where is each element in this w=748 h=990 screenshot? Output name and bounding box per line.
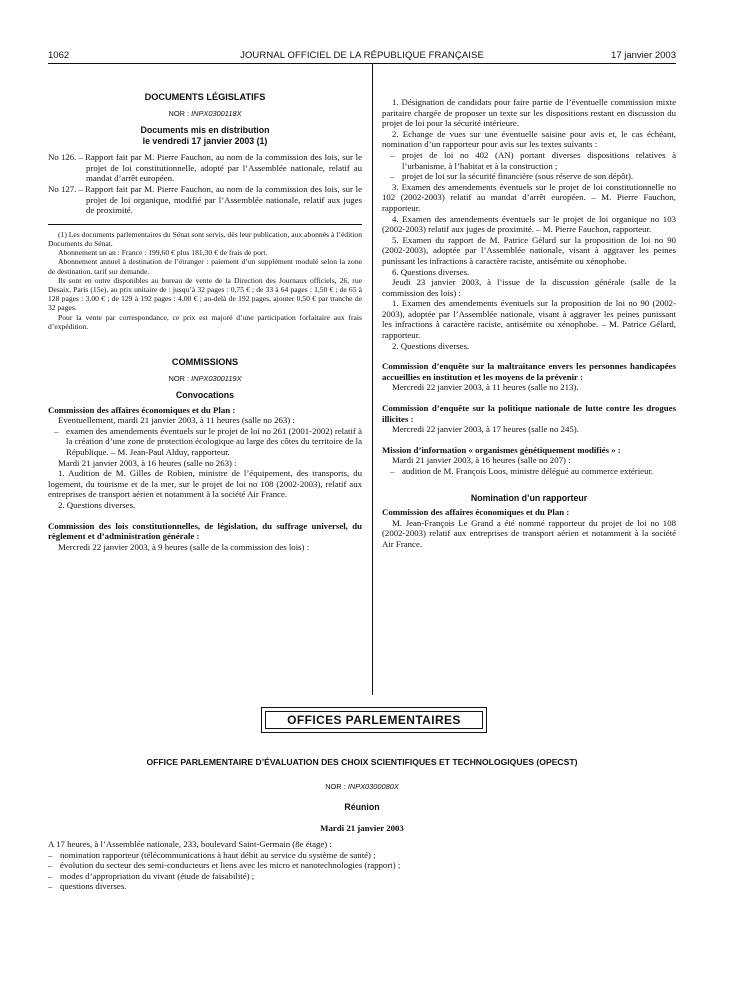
issue-date: 17 janvier 2003 bbox=[611, 50, 676, 61]
meeting-time: Eventuellement, mardi 21 janvier 2003, à 11 heures (salle no 263) : bbox=[58, 415, 295, 426]
agenda-item: – examen des amendements éventuels sur le projet de loi no 261 (2001-2002) relatif à la création d’une zone de protection écologique au large des côtes du territoire de la République. – M. Jean-Paul Alduy, rapporteur. bbox=[54, 425, 362, 458]
documents-heading: DOCUMENTS LÉGISLATIFS bbox=[144, 92, 266, 102]
page-header bbox=[48, 50, 676, 64]
reunion-item: – évolution du secteur des semi-conducteurs et liens avec les micro et nanotechnologies (rapport) ; bbox=[48, 860, 401, 870]
agenda-subitem: – projet de loi no 402 (AN) portant diverses dispositions relatives à l’urbanisme, à l’habitat et à la construction ; bbox=[390, 149, 676, 171]
reunion-item: – questions diverses. bbox=[48, 881, 127, 891]
reunion-lead: A 17 heures, à l’Assemblée nationale, 233, boulevard Saint-Germain (8e étage) : bbox=[48, 839, 332, 849]
right-column bbox=[382, 97, 676, 549]
report-item: No 126. – Rapport fait par M. Pierre Fauchon, au nom de la commission des lois, sur le projet de loi constitutionnelle, adopté par l’Assemblée nationale, relatif au mandat d’arrêt européen. bbox=[48, 152, 362, 184]
agenda-item: – audition de M. François Loos, ministre délégué au commerce extérieur. bbox=[390, 466, 654, 476]
opecst-nor: NOR : INPX0300080X bbox=[325, 781, 399, 791]
agenda-item: 2. Questions diverses. bbox=[58, 500, 136, 511]
meeting-time: Jeudi 23 janvier 2003, à l’issue de la discussion générale (salle de la commission des lois) : bbox=[382, 277, 676, 298]
commissions-nor: NOR : INPX0300119X bbox=[168, 373, 242, 383]
page-number: 1062 bbox=[48, 50, 70, 61]
meeting-time: Mercredi 22 janvier 2003, à 9 heures (salle de la commission des lois) : bbox=[58, 541, 310, 552]
reunion-item: – modes d’appropriation du vivant (étude de faisabilité) ; bbox=[48, 870, 255, 881]
mission-ogm-title: Mission d’information « organismes génétiquement modifiés » : bbox=[382, 444, 621, 455]
offices-box-label: OFFICES PARLEMENTAIRES bbox=[265, 711, 483, 729]
meeting-time: Mardi 21 janvier 2003, à 16 heures (salle no 263) : bbox=[58, 457, 237, 468]
header-rule bbox=[48, 63, 676, 64]
offices-parlementaires-box bbox=[261, 707, 487, 733]
commission-eco-title: Commission des affaires économiques et du Plan : bbox=[48, 404, 236, 415]
reunion-heading: Réunion bbox=[344, 802, 380, 812]
opecst-section bbox=[48, 757, 676, 892]
commission-lois-title: Commission des lois constitutionnelles, de législation, du suffrage universel, du règlement et d’administration générale : bbox=[48, 520, 362, 542]
agenda-item: 4. Examen des amendements éventuels sur le projet de loi organique no 103 (2002-2003) relatif aux juges de proximité. – M. Pierre Fauchon, rapporteur. bbox=[382, 213, 676, 235]
agenda-item: 1. Examen des amendements éventuels sur la proposition de loi no 90 (2002-2003), adoptée par l’Assemblée nationale, visant à aggraver les peines punissant les infractions à caractère raciste, antisémite ou xénophobe. – M. Patrice Gélard, rapporteur. bbox=[382, 298, 676, 341]
footnote: Abonnement annuel à destination de l’étranger : paiement d’un supplément modulé selon la zone de destination, tarif sur demande. bbox=[48, 257, 362, 276]
footnote-block bbox=[48, 224, 362, 331]
footnote: Abonnement un an : France : 199,60 € plus 181,30 € de frais de port. bbox=[58, 248, 268, 258]
footnote: Pour la vente par correspondance, ce prix est majoré d’une participation forfaitaire aux frais d’expédition. bbox=[48, 312, 362, 331]
commissions-heading: COMMISSIONS bbox=[171, 356, 239, 367]
documents-nor: NOR : INPX0300118X bbox=[168, 108, 242, 118]
reunion-item: – nomination rapporteur (télécommunications à haut débit au service du système de santé) ; bbox=[48, 849, 376, 860]
enquete-handicap-title: Commission d’enquête sur la maltraitance envers les personnes handicapées accueillies en institution et les moyens de la prévenir : bbox=[382, 361, 676, 382]
agenda-item: 1. Audition de M. Gilles de Robien, ministre de l’équipement, des transports, du logement, du tourisme et de la mer, sur le projet de loi no 108 (2002-2003), relatif aux entreprises de transport aérien et notamment à la société Air France. bbox=[48, 468, 362, 500]
meeting-time: Mercredi 22 janvier 2003, à 11 heures (salle no 213). bbox=[392, 382, 579, 393]
reunion-date: Mardi 21 janvier 2003 bbox=[320, 822, 404, 833]
footnote: (1) Les documents parlementaires du Sénat sont servis, dès leur publication, aux abonnés à l’édition Documents du Sénat. bbox=[48, 229, 362, 248]
report-item: No 127. – Rapport fait par M. Pierre Fauchon, au nom de la commission des lois, sur le projet de loi organique, modifié par l’Assemblée nationale, relatif aux juges de proximité. bbox=[48, 183, 362, 216]
nomination-commission-title: Commission des affaires économiques et du Plan : bbox=[382, 507, 570, 518]
convocations-heading: Convocations bbox=[175, 390, 235, 401]
nomination-heading: Nomination d’un rapporteur bbox=[470, 492, 588, 503]
agenda-subitem: – projet de loi sur la sécurité financière (sous réserve de son dépôt). bbox=[390, 171, 634, 182]
agenda-item: 6. Questions diverses. bbox=[392, 266, 470, 277]
agenda-item: 2. Questions diverses. bbox=[392, 340, 470, 351]
left-column bbox=[48, 92, 362, 552]
footnote: Ils sont en outre disponibles au bureau de vente de la Direction des Journaux officiels, 26, rue Desaix, Paris (15e), au prix unitaire de : jusqu’à 32 pages : 0,75 € ; de 33 à 64 pages : 1,50 € ; de 65 à 128 pages : 3,00 € ; de 129 à 192 pages : 4,00 € ; au-delà de 192 pages, ajouter 0,50 € par tranche de 32 pages. bbox=[48, 275, 362, 313]
nomination-text: M. Jean-François Le Grand a été nommé rapporteur du projet de loi no 108 (2002-2003) relatif aux entreprises de transport aérien et notamment à la société Air France. bbox=[382, 517, 676, 549]
journal-title: JOURNAL OFFICIEL DE LA RÉPUBLIQUE FRANÇAISE bbox=[240, 50, 484, 61]
documents-subtitle: Documents mis en distribution le vendredi 17 janvier 2003 (1) bbox=[140, 125, 270, 146]
opecst-title: OFFICE PARLEMENTAIRE D’ÉVALUATION DES CHOIX SCIENTIFIQUES ET TECHNOLOGIQUES (OPECST) bbox=[146, 757, 578, 767]
agenda-item: 5. Examen du rapport de M. Patrice Gélard sur la proposition de loi no 90 (2002-2003), adoptée par l’Assemblée nationale, visant à aggraver les peines punissant les infractions à caractère raciste, antisémite ou xénophobe. bbox=[382, 234, 676, 266]
enquete-drogues-title: Commission d’enquête sur la politique nationale de lutte contre les drogues illicites : bbox=[382, 403, 676, 424]
agenda-item: 3. Examen des amendements éventuels sur le projet de loi constitutionnelle no 102 (2002-2003) relatif au mandat d’arrêt européen. – M. Pierre Fauchon, rapporteur. bbox=[382, 181, 676, 213]
meeting-time: Mercredi 22 janvier 2003, à 17 heures (salle no 245). bbox=[392, 424, 579, 435]
meeting-time: Mardi 21 janvier 2003, à 16 heures (salle no 207) : bbox=[392, 455, 571, 466]
agenda-item: 1. Désignation de candidats pour faire partie de l’éventuelle commission mixte paritaire chargée de proposer un texte sur les dispositions restant en discussion du projet de loi pour la sécurité intérieure. bbox=[382, 97, 676, 129]
column-divider bbox=[372, 64, 373, 695]
agenda-item: 2. Echange de vues sur une éventuelle saisine pour avis et, le cas échéant, nomination d’un rapporteur pour avis sur les textes suivants : bbox=[382, 128, 676, 150]
